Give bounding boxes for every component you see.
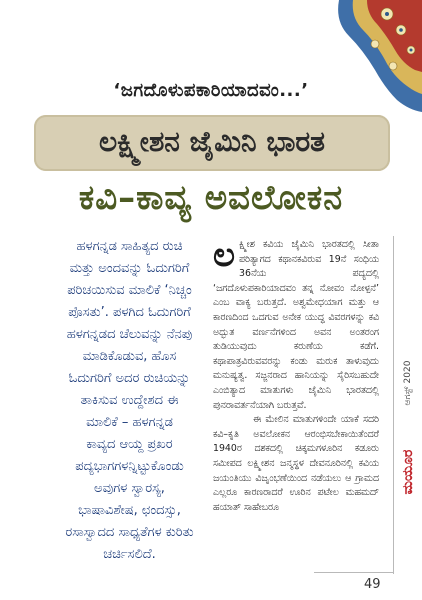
banner-title: ಲಕ್ಷ್ಮೀಶನ ಜೈಮಿನಿ ಭಾರತ <box>99 125 325 158</box>
drop-cap: ಲ <box>213 235 236 275</box>
intro-column <box>58 236 201 566</box>
article-paragraph-2: ಈ ಮೇಲಿನ ಮಾತುಗಳಿಂದೇ ಯಾಕೆ ಸದರಿ ಕವಿ–ಕೃತಿ ಅವಲೋಕನ ಆರಂಭಿಸಬೇಕಾಯಿತೆಂದರೆ 1940ರ ದಶಕದಲ್ಲಿ ಚಿಕ್ಕಮಗಳೂರಿನ ಕಡೂರು ಸಮೀಪದ ಲಕ್ಷ್ಮೀಶನ ಜನ್ಮಸ್ಥಳ ದೇವನೂರಿನಲ್ಲಿ ಕವಿಯ ಜಯಂತಿಯು ವಿಜೃಂಭಣೆಯಿಂದ ನಡೆಯಲು ಆ ಗ್ರಾಮದ ಎಲ್ಲರೂ ಕಾರಣರಾದರೆ ಊರಿನ ಪಟೇಲ ಮಹಮದ್ ಹಯಾತ್ ಸಾಹೇಬರೂ <box>213 414 379 513</box>
column-divider <box>393 236 394 574</box>
magazine-logo-text: ಮಯೂರ <box>400 449 416 495</box>
intro-line: ತಾಕಿಸುವ ಉದ್ದೇಶದ ಈ <box>80 393 179 408</box>
intro-line: ಪದ್ಯಭಾಗಗಳನ್ನಿಟ್ಟುಕೊಂಡು <box>75 459 184 474</box>
article-column <box>213 235 379 515</box>
intro-line: ಭಾಷಾವಿಶೇಷ, ಛಂದಸ್ಸು, <box>78 503 181 518</box>
page-number: 49 <box>364 577 381 592</box>
intro-line: ಕಾವ್ಯದ ಆಯ್ದ ಪ್ರಖರ <box>86 437 173 452</box>
issue-date-text: ಆಗಸ್ಟ್ 2020 <box>403 360 413 406</box>
intro-line: ಹಳಗನ್ನಡದ ಚೆಲುವನ್ನು ನೆನಪು <box>66 327 193 342</box>
title-banner <box>34 115 390 171</box>
intro-line: ಅವುಗಳ ಸ್ವಾರಸ್ಯ, <box>94 481 165 496</box>
subtitle: ಕವಿ–ಕಾವ್ಯ ಅವಲೋಕನ <box>78 178 344 218</box>
intro-line: ಮತ್ತು ಅಂದವನ್ನು ಓದುಗರಿಗೆ <box>69 261 190 276</box>
intro-line: ಹಳಗನ್ನಡ ಸಾಹಿತ್ಯದ ರುಚಿ <box>76 239 183 254</box>
magazine-logo <box>398 440 418 504</box>
footer-divider <box>314 572 394 573</box>
intro-line: ಪರಿಚಯಿಸುವ ಮಾಲಿಕೆ ‘ನಿಚ್ಚಂ <box>67 283 192 298</box>
intro-line: ಮಾಲಿಕೆ – ಹಳಗನ್ನಡ <box>86 415 173 430</box>
quote-title: ‘ಜಗದೊಳುಪಕಾರಿಯಾದವಂ...’ <box>113 80 309 101</box>
intro-line: ರಸಾಸ್ವಾದದ ಸಾಧ್ಯತೆಗಳ ಕುರಿತು <box>65 525 194 540</box>
intro-line: ಪೊಸತು’. ಪಳಗಿದ ಓದುಗರಿಗೆ <box>68 305 191 320</box>
issue-date <box>398 328 418 438</box>
intro-line: ಓದುಗರಿಗೆ ಅದರ ರುಚಿಯನ್ನು <box>68 371 191 386</box>
intro-line: ಚರ್ಚಿಸಲಿದೆ. <box>103 547 156 562</box>
article-paragraph-1: ಕ್ಷ್ಮೀಶ ಕವಿಯ ಜೈಮಿನಿ ಭಾರತದಲ್ಲಿ ಸೀತಾ ಪರಿತ್ಯಾಗದ ಕಥಾನಕವಿರುವ 19ನೆ ಸಂಧಿಯ 36ನೆಯ ಪದ್ಯದಲ್ಲಿ ‘ಜಗದೊಳುಪಕಾರಿಯಾದವಂ ತನ್ನ ನೋವಂ ನೋಳ್ಪನೆ’ ಎಂಬ ವಾಕ್ಯ ಬರುತ್ತದೆ. ಅಶ್ವಮೇಧಯಾಗ ಮತ್ತು ಆ ಕಾರಣದಿಂದ ಒದಗುವ ಅನೇಕ ಯುದ್ಧ ವಿವರಗಳನ್ನು ಕವಿ ಅದ್ಭುತ ವರ್ಣನೆಗಳಿಂದ ಅವನ ಅಂತರಂಗ ತುಡಿಯುವುದು ಕರುಣೆಯ ಕಡೆಗೆ. ಕಥಾಪಾತ್ರವಿರುವವರನ್ನು ಕಂಡು ಮರುಕ ತಾಳುವುದು ಮನುಷ್ಯತ್ವ. ಸಜ್ಜನರಾದ ಹಾನಿಯನ್ನು ಸೈರಿಸಬಹುದೇ ಎಂಬಿತ್ಯಾದ ಮಾತುಗಳು ಜೈಮಿನಿ ಭಾರತದಲ್ಲಿ ಪುನರಾವರ್ತನೆಯಾಗಿ ಬರುತ್ತವೆ. <box>213 239 379 411</box>
intro-line: ಮಾಡಿಕೊಡುವ, ಹೊಸ <box>82 349 177 364</box>
